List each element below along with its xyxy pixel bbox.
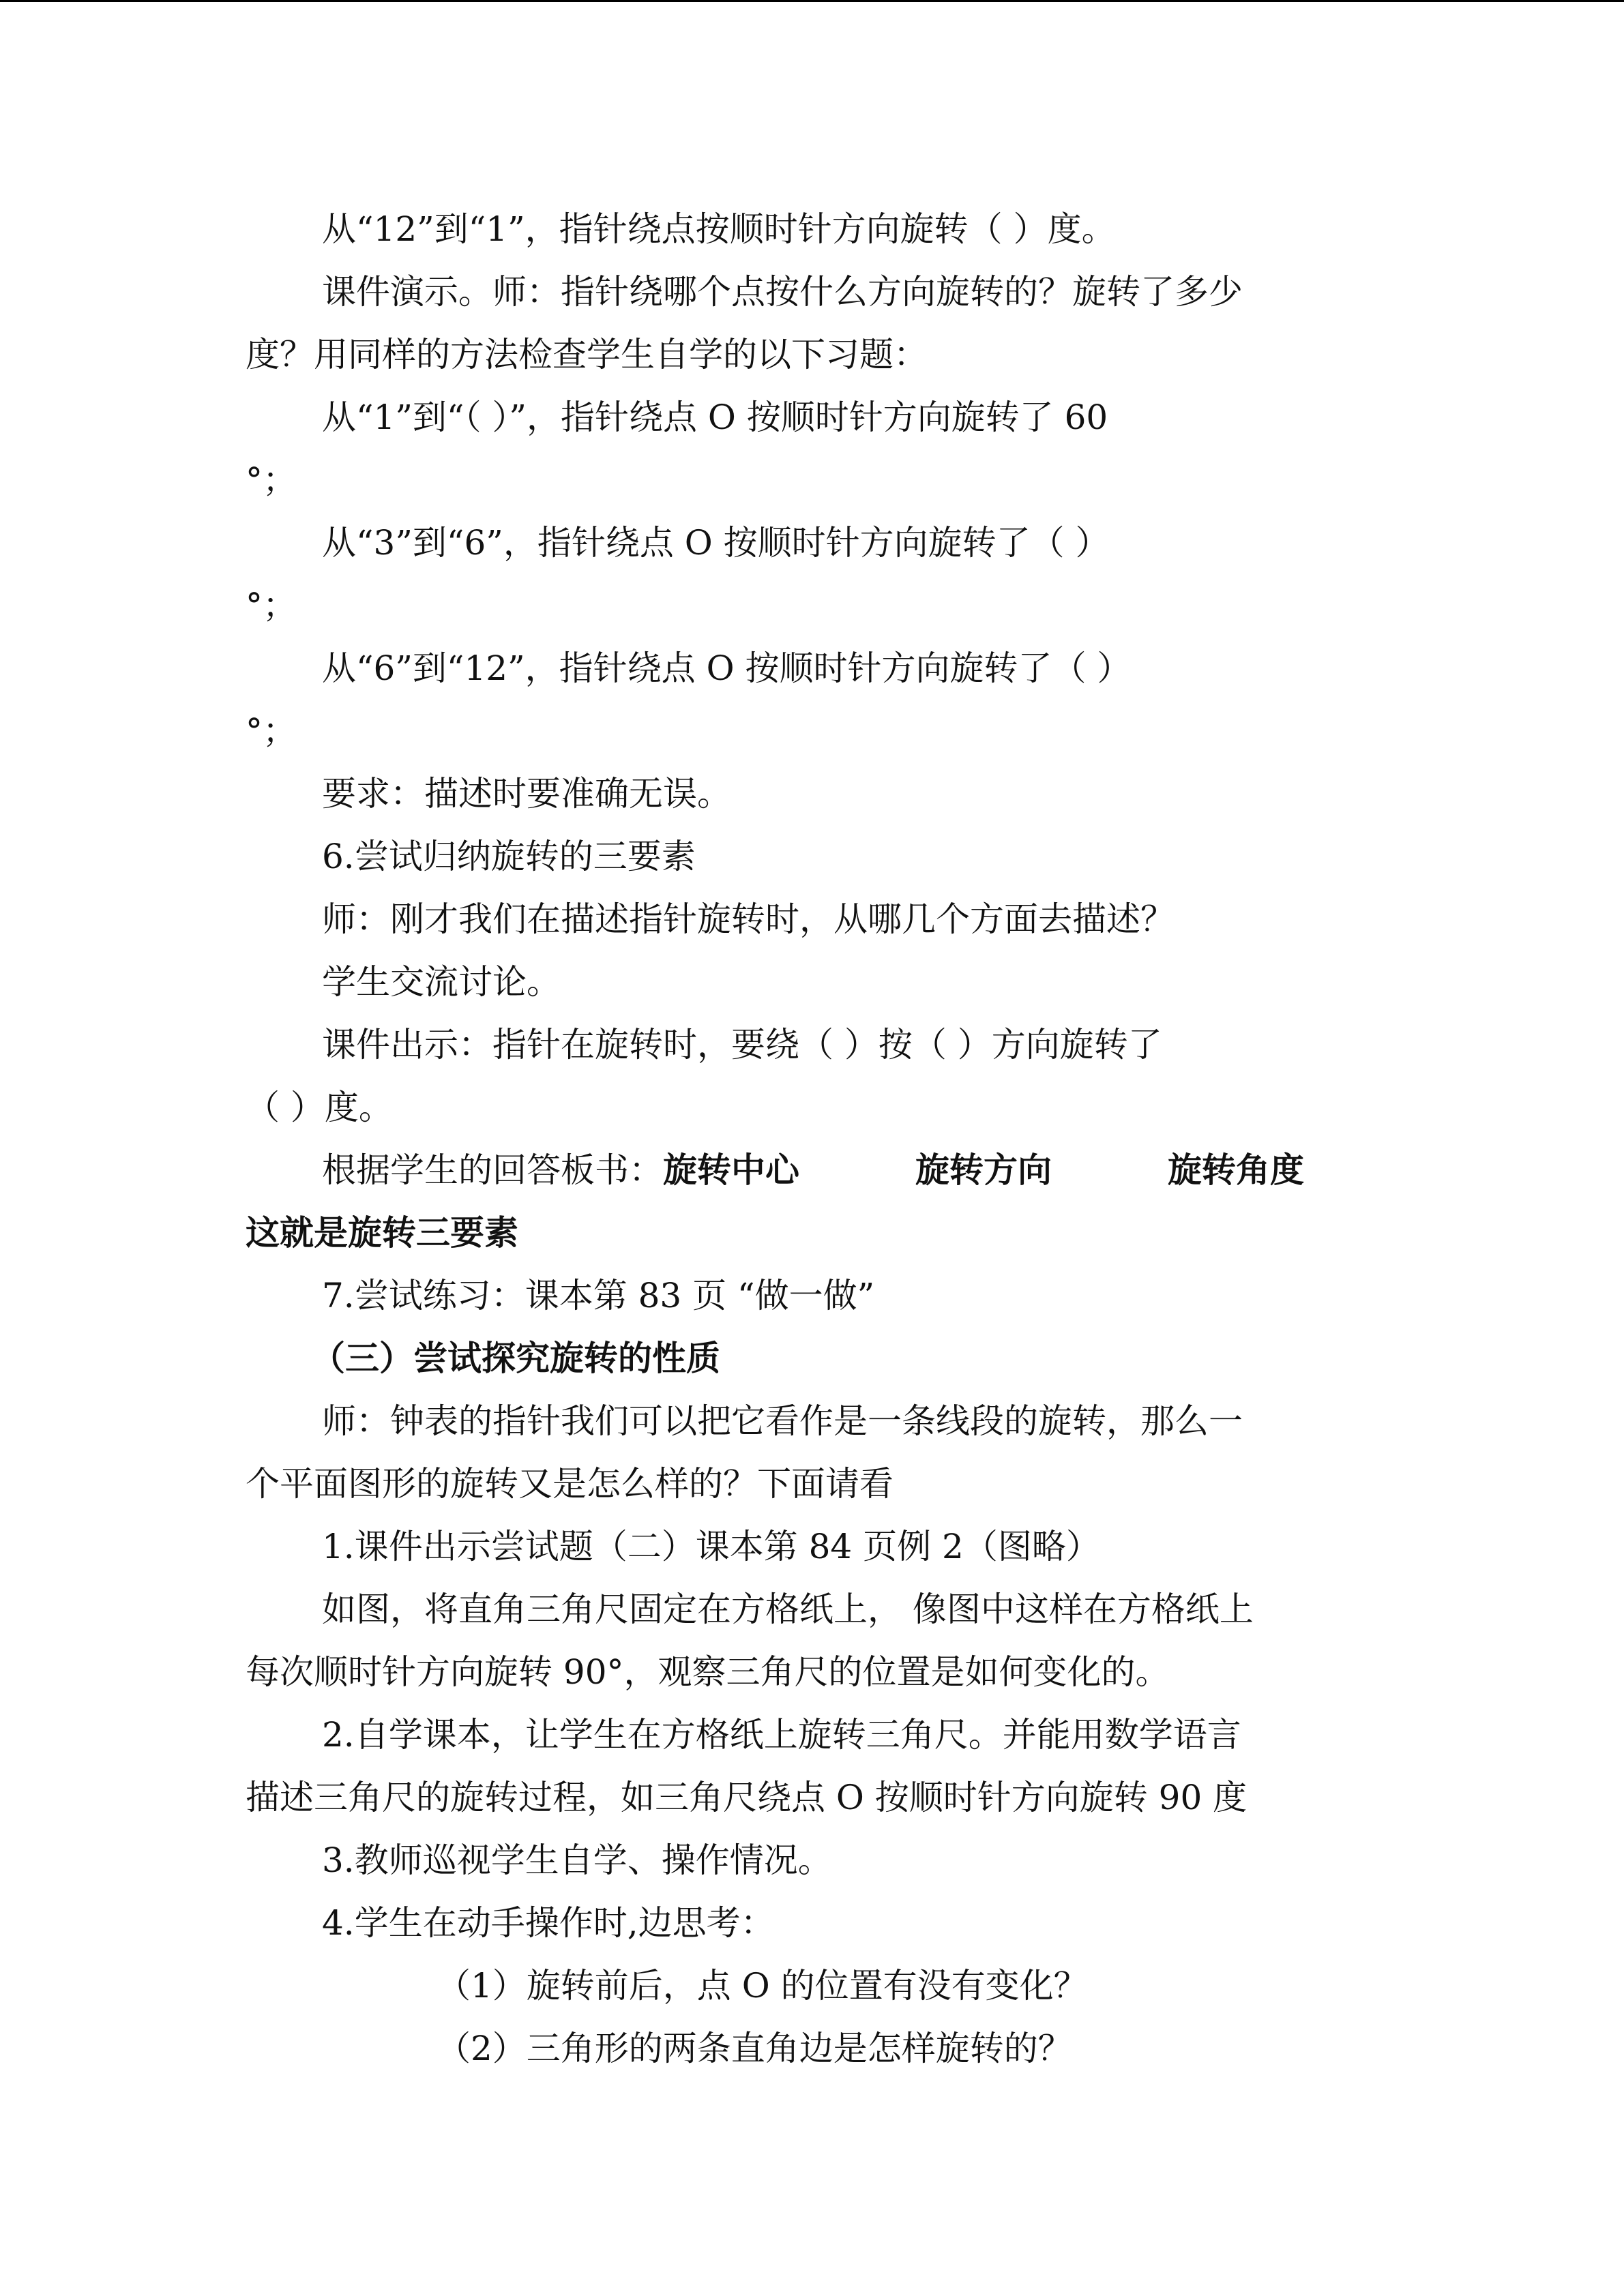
paragraph-line: °； xyxy=(246,711,297,751)
question-item: （2）三角形的两条直角边是怎样旋转的？ xyxy=(437,2029,1072,2068)
paragraph-line: 课件出示：指针在旋转时，要绕（ ）按（ ）方向旋转了 xyxy=(322,1025,1162,1064)
paragraph-line: °； xyxy=(246,460,297,500)
paragraph-line: 描述三角尺的旋转过程，如三角尺绕点 O 按顺时针方向旋转 90 度 xyxy=(246,1778,1247,1817)
paragraph-line: 度？用同样的方法检查学生自学的以下习题： xyxy=(246,335,928,374)
blackboard-line xyxy=(246,1139,1378,1202)
term-rotation-direction: 旋转方向 xyxy=(915,1150,1052,1190)
paragraph-line: 4.学生在动手操作时,边思考： xyxy=(322,1903,775,1943)
top-border-line xyxy=(0,0,1624,2)
paragraph-line: 从“6”到“12”，指针绕点 O 按顺时针方向旋转了（ ） xyxy=(322,648,1132,688)
question-item: （1）旋转前后，点 O 的位置有没有变化？ xyxy=(437,1966,1088,2006)
paragraph-line: 2.自学课本，让学生在方格纸上旋转三角尺。并能用数学语言 xyxy=(322,1715,1241,1755)
term-rotation-center: 旋转中心 xyxy=(663,1150,799,1190)
paragraph-line: 1.课件出示尝试题（二）课本第 84 页例 2（图略） xyxy=(322,1527,1100,1566)
paragraph-line: °； xyxy=(246,586,297,625)
paragraph-line: 师：钟表的指针我们可以把它看作是一条线段的旋转，那么一 xyxy=(322,1401,1243,1441)
paragraph-line: 从“1”到“（ ）”，指针绕点 O 按顺时针方向旋转了 60 xyxy=(322,398,1108,437)
paragraph-line: 每次顺时针方向旋转 90°，观察三角尺的位置是如何变化的。 xyxy=(246,1652,1170,1692)
paragraph-line: 从“3”到“6”，指针绕点 O 按顺时针方向旋转了（ ） xyxy=(322,523,1110,563)
paragraph-line: 要求：描述时要准确无误。 xyxy=(322,774,731,814)
section-heading: （三）尝试探究旋转的性质 xyxy=(311,1338,720,1378)
section-step-heading: 6.尝试归纳旋转的三要素 xyxy=(322,837,696,876)
paragraph-line: 学生交流讨论。 xyxy=(322,962,561,1002)
paragraph-line: 3.教师巡视学生自学、操作情况。 xyxy=(322,1840,832,1880)
paragraph-line: 从“12”到“1”，指针绕点按顺时针方向旋转（ ）度。 xyxy=(322,209,1116,249)
term-rotation-angle: 旋转角度 xyxy=(1168,1150,1304,1190)
paragraph-line: 7.尝试练习：课本第 83 页 “做一做” xyxy=(322,1276,875,1315)
paragraph-line: 课件演示。师：指针绕哪个点按什么方向旋转的？旋转了多少 xyxy=(322,272,1243,312)
paragraph-line: 个平面图形的旋转又是怎么样的？下面请看 xyxy=(246,1464,894,1504)
paragraph-line: 如图，将直角三角尺固定在方格纸上， 像图中这样在方格纸上 xyxy=(322,1590,1254,1629)
document-body xyxy=(246,198,1378,2080)
paragraph-line-bold: 这就是旋转三要素 xyxy=(246,1212,518,1253)
blackboard-prefix: 根据学生的回答板书： xyxy=(322,1150,663,1190)
paragraph-line: （ ）度。 xyxy=(246,1088,393,1127)
paragraph-line: 师：刚才我们在描述指针旋转时，从哪几个方面去描述？ xyxy=(322,899,1175,939)
